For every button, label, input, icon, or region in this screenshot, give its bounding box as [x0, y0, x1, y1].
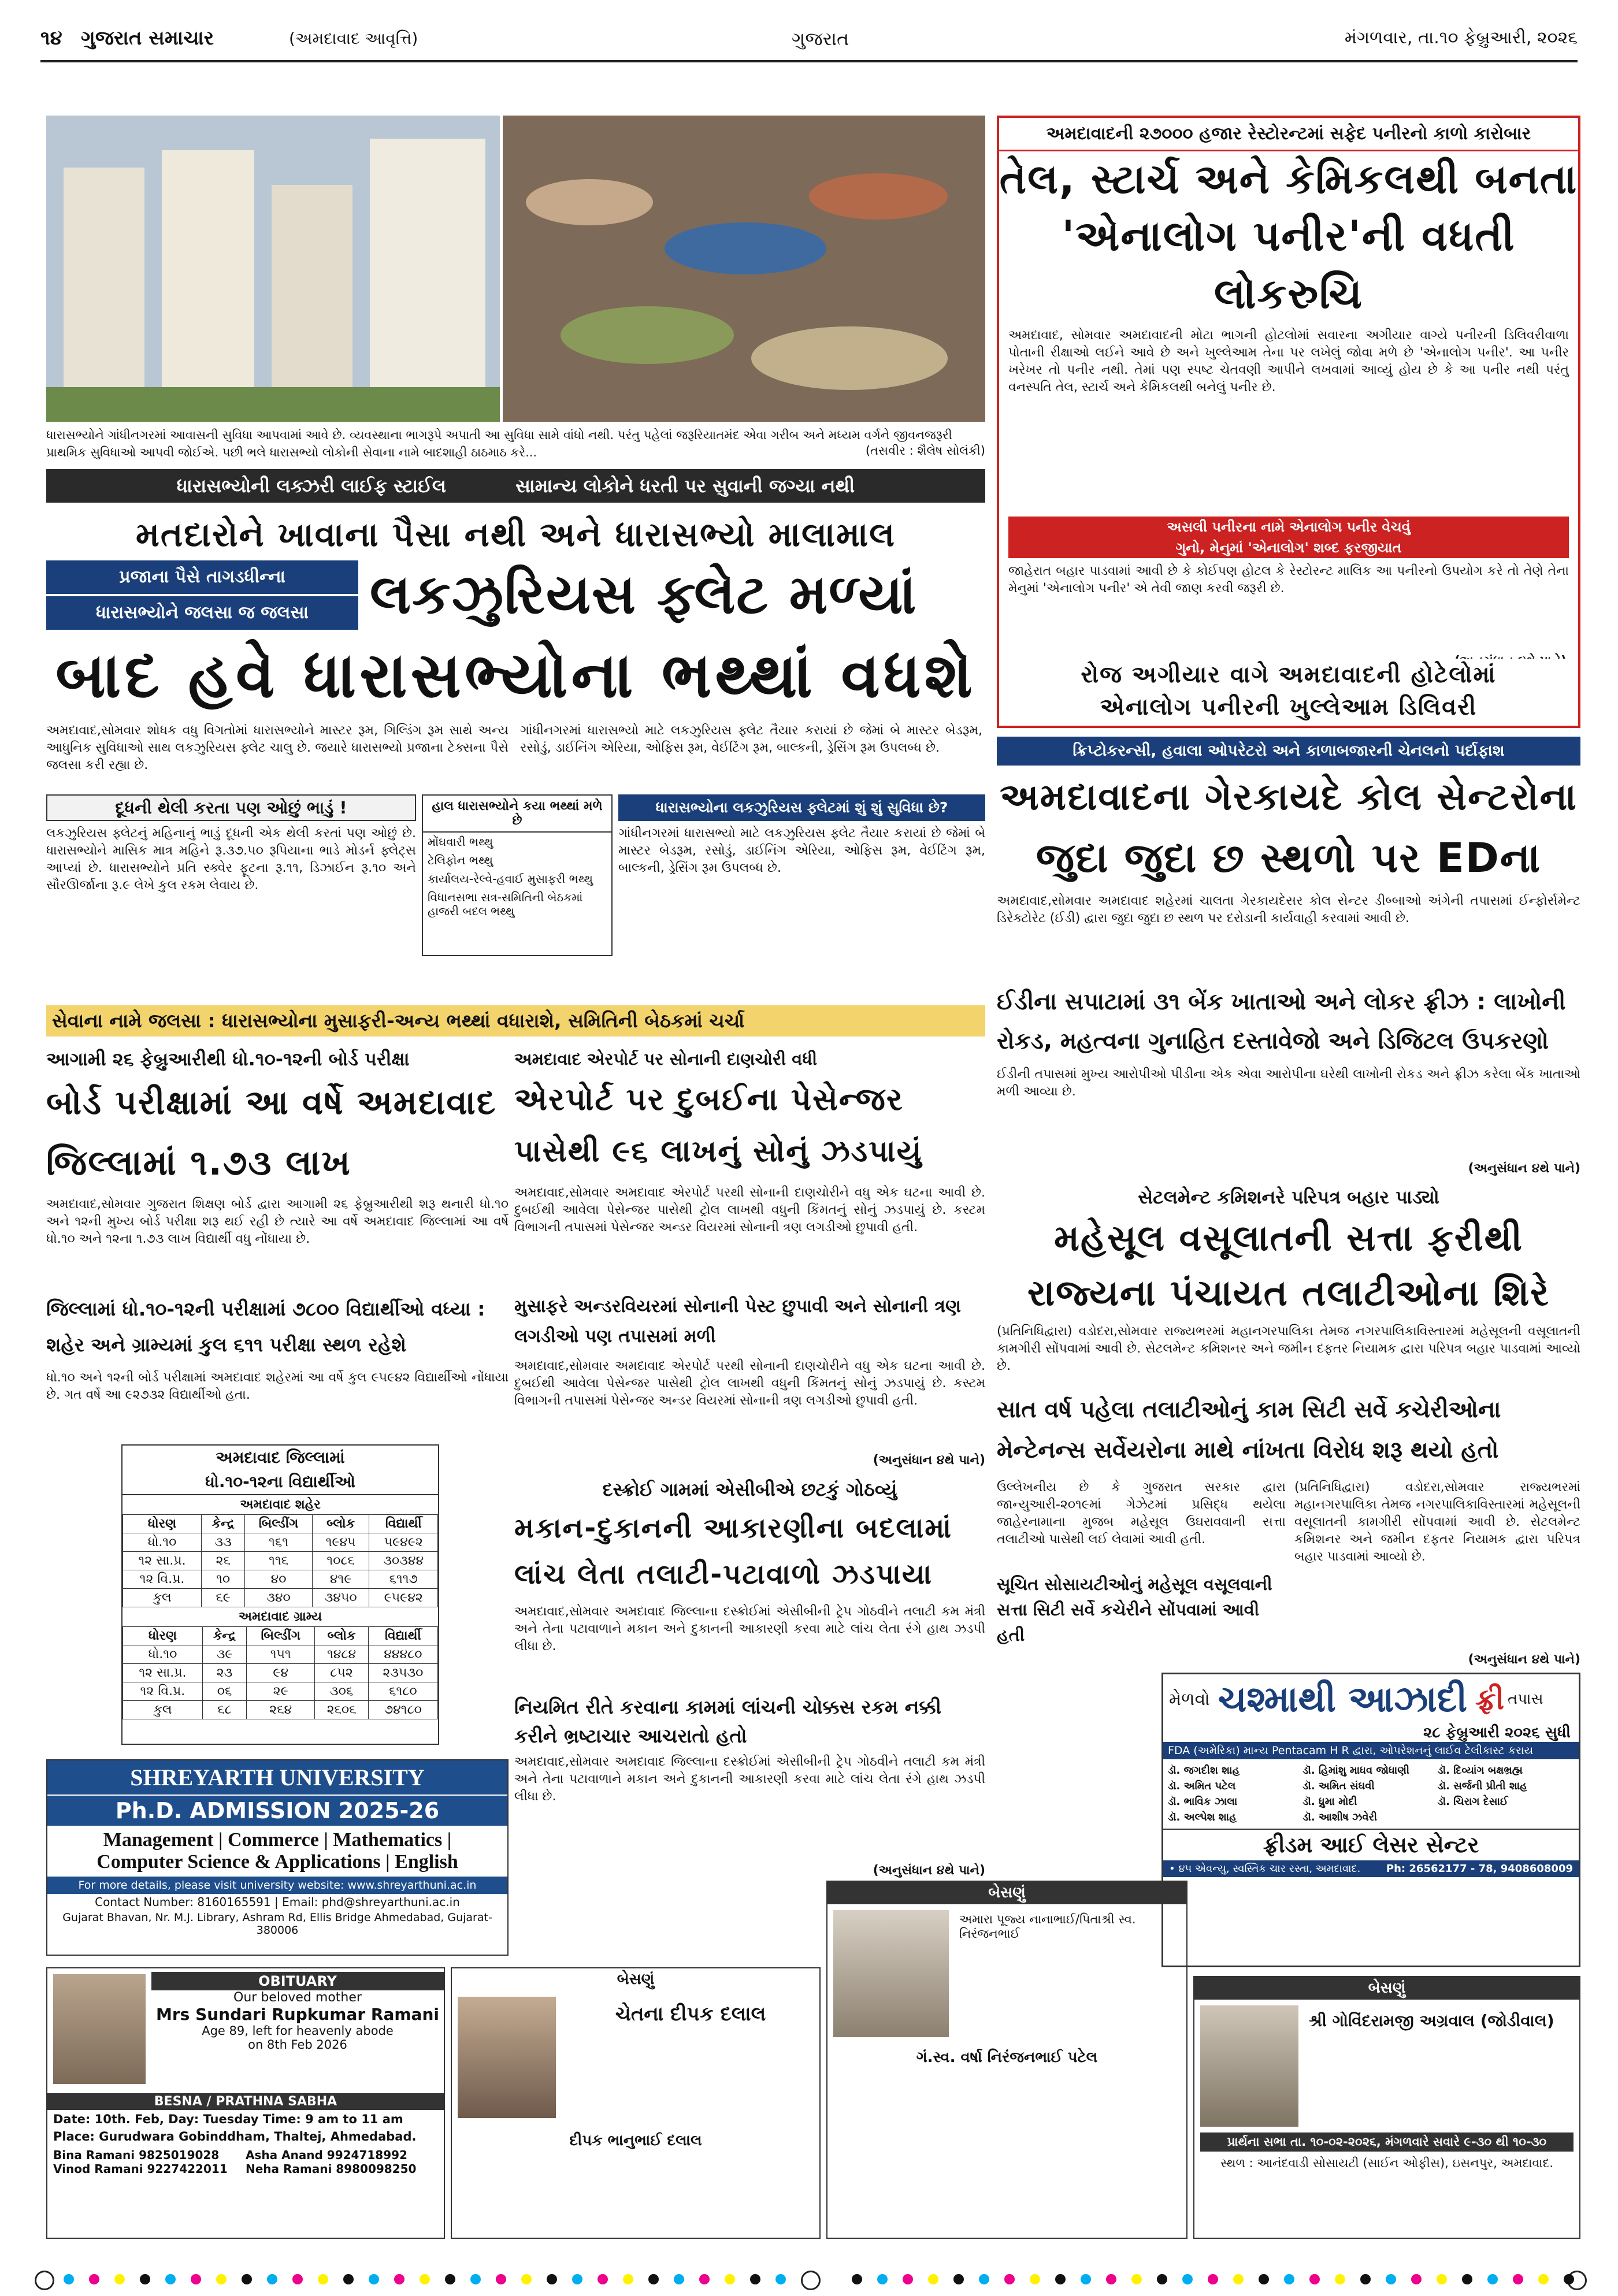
- issue-date: મંગળવાર, તા.૧૦ ફેબ્રુઆરી, ૨૦૨૬: [1344, 28, 1578, 48]
- table-header-cell: ધોરણ: [123, 1515, 202, 1533]
- color-dot: [369, 2274, 379, 2284]
- color-dot: [1309, 2274, 1320, 2284]
- eye-ad-check: તપાસ: [1508, 1690, 1543, 1708]
- color-dot: [267, 2274, 277, 2284]
- eye-ad-free: ફ્રી: [1475, 1682, 1505, 1716]
- color-dot: [318, 2274, 328, 2284]
- dascroi-headline-2: લાંચ લેતા તલાટી-પટાવાળો ઝડપાયા: [514, 1558, 933, 1591]
- color-dot: [750, 2274, 760, 2284]
- masthead-rule: [40, 60, 1578, 62]
- table-row: [123, 1682, 438, 1701]
- table-header-cell: બિલ્ડીંગ: [247, 1627, 315, 1645]
- registration-mark: [35, 2271, 54, 2290]
- lead-section-bar: સેવાના નામે જલસા : ધારાસભ્યોના મુસાફરી-અન્ય ભથ્થાં વધારાશે, સમિતિની બેઠકમાં ચર્ચા: [46, 1005, 985, 1036]
- color-dot: [521, 2274, 532, 2284]
- table-cell: ૧૨ વિ.પ્ર.: [123, 1570, 202, 1589]
- photo-people-sleeping: [503, 116, 985, 422]
- color-dot: [598, 2274, 608, 2284]
- table-cell: ૧૦: [202, 1570, 245, 1589]
- table-cell: ધો.૧૦: [123, 1533, 202, 1552]
- paneer-kicker: અમદાવાદની ૨૭૦૦૦ હજાર રેસ્ટોરન્ટમાં સફેદ પનીરનો કાળો કારોબાર: [999, 118, 1578, 151]
- table-cell: ૩૦૬: [315, 1682, 368, 1701]
- doctor-name: ડૉ. ચિરાગ દેસાઈ: [1437, 1796, 1508, 1808]
- table-cell: ૨૯: [247, 1682, 315, 1701]
- table-cell: ૯૫૯૪૨: [369, 1589, 438, 1607]
- bar-left-text: ધારાસભ્યોની લક્ઝરી લાઈફ સ્ટાઈલ: [176, 474, 447, 497]
- lead-body-2: લકઝુરિયસ ફ્લેટનું મહિનાનું ભાડું દૂધની એક થેલી કરતાં પણ ઓછું છે. ધારાસભ્યોને માસિક માત્ર મહિને રૂ.૩૭.૫૦ રૂપિયાના ભાડે મોડર્ન ફ્લેટ્સ આપ્યાં છે. ધારાસભ્યોને પ્રતિ સ્ક્વેર ફૂટના રૂ.૧૧, ડિઝાઈન રૂ.૧૦ અને સૌરઊર્જાના રૂ.૯ લેખે કુલ રકમ લેવાય છે.: [46, 826, 416, 893]
- lead-kicker: મતદારોને ખાવાના પૈસા નથી અને ધારાસભ્યો માલામાલ: [135, 515, 896, 554]
- board-body: અમદાવાદ,સોમવાર ગુજરાત શિક્ષણ બોર્ડ દ્વારા આગામી ૨૬ ફેબ્રુઆરીથી શરૂ થનારી ધો.૧૦ અને ૧૨ની મુખ્ય બોર્ડ પરીક્ષા શરૂ થઈ રહી છે ત્યારે આ વર્ષે અમદાવાદ જિલ્લામાં આ વર્ષે ધો.૧૦ અને ૧૨ના ૧.૭૩ લાખ વિદ્યાર્થી વધુ નોંધાયા છે.: [46, 1197, 509, 1246]
- board-kicker: આગામી ૨૬ ફેબ્રુઆરીથી ધો.૧૦-૧૨ની બોર્ડ પરીક્ષા: [46, 1048, 410, 1070]
- color-dot: [547, 2274, 557, 2284]
- color-dot: [1106, 2274, 1116, 2284]
- color-dot: [1335, 2274, 1345, 2284]
- besnu-1-photo: [458, 1997, 556, 2118]
- lead-headline-1: લકઝુરિયસ ફ્લેટ મળ્યાં: [370, 563, 918, 626]
- color-dot: [242, 2274, 252, 2284]
- table-cell: ૪૪૪૮૦: [368, 1645, 437, 1664]
- table-title-1: અમદાવાદ જિલ્લામાં: [216, 1448, 345, 1467]
- photo-caption: ધારાસભ્યોને ગાંધીનગરમાં આવાસની સુવિધા આપવામાં આવે છે. વ્યવસ્થાના ભાગરૂપે અપાતી આ સુવિધા સામે વાંધો નથી. પરંતુ પહેલાં જરૂરિયાતમંદ એવા ગરીબ અને મધ્યમ વર્ગને જીવનજરૂરી પ્રાથમિક સુવિધાઓ આપવી જોઈએ. પછી ભલે ધારાસભ્યો લોકોની સેવાના નામે બાદશાહી ઠાઠમાઠ કરે... (તસવીર : શૈલેષ સોલંકી): [46, 428, 985, 459]
- revenue-subhead: સાત વર્ષ પહેલા તલાટીઓનું કામ સિટી સર્વે કચેરીઓના મેન્ટેનન્સ સર્વેયરોના માથે નાંખતા વિરોધ શરૂ થયો હતો: [997, 1396, 1501, 1463]
- paneer-footer: રોજ અગીયાર વાગે અમદાવાદની હોટેલોમાં એનાલોગ પનીરની ખુલ્લેઆમ ડિલિવરી: [997, 659, 1580, 728]
- table-cell: કુલ: [123, 1589, 202, 1607]
- eye-ad-brand: ફ્રીડમ આઈ લેસર સેન્ટર: [1163, 1829, 1579, 1860]
- doctor-name: ડૉ. અલ્પેશ શાહ: [1168, 1811, 1237, 1823]
- eye-ad-phone: Ph: 26562177 - 78, 9408608009: [1386, 1863, 1573, 1875]
- obit-contact: Bina Ramani 9825019028: [53, 2148, 220, 2162]
- allowance-item: મોંઘવારી ભથ્થુ: [428, 835, 493, 849]
- eye-ad-date: ૨૮ ફેબ્રુઆરી ૨૦૨૬ સુધી: [1423, 1724, 1571, 1741]
- building-illustration: [46, 116, 500, 422]
- besnu-2-photo: [833, 1910, 949, 2037]
- obit-sabha: BESNA / PRATHNA SABHA: [47, 2093, 444, 2110]
- tag-1: પ્રજાના પૈસે તાગડધીન્ના: [46, 560, 358, 594]
- obit-date: on 8th Feb 2026: [248, 2038, 347, 2052]
- table-header-cell: બ્લોક: [315, 1627, 368, 1645]
- table-cell: ૫૯૪૯૨: [369, 1533, 438, 1552]
- airport-headline-1: એરપોર્ટ પર દુબઈના પેસેન્જર: [514, 1081, 904, 1117]
- color-dot: [1462, 2274, 1472, 2284]
- eye-ad-pre: મેળવો: [1169, 1689, 1210, 1710]
- color-dot: [1055, 2274, 1066, 2284]
- color-dot: [1131, 2274, 1142, 2284]
- revenue-kicker: સેટલમેન્ટ કમિશનરે પરિપત્ર બહાર પાડ્યો: [1138, 1186, 1439, 1208]
- doctor-grid: [1163, 1759, 1579, 1829]
- table-header-cell: ધોરણ: [123, 1627, 203, 1645]
- bar-right-text: સામાન્ય લોકોને ધરતી પર સુવાની જગ્યા નથી: [515, 474, 855, 497]
- table-cell: ૩૯: [202, 1645, 246, 1664]
- color-dot: [216, 2274, 227, 2284]
- color-dot: [1487, 2274, 1498, 2284]
- allowance-item: વિધાનસભા સત્ર-સમિતિની બેઠકમાં હાજરી બદલ ભથ્થુ: [428, 890, 583, 918]
- table-row: [123, 1589, 438, 1607]
- doctor-name: ડૉ. ધ્રુમા મોદી: [1302, 1796, 1357, 1808]
- table-row: [123, 1664, 438, 1682]
- paneer-headline-1: તેલ, સ્ટાર્ચ અને કેમિકલથી બનતા: [999, 155, 1578, 203]
- color-dot: [1081, 2274, 1091, 2284]
- color-dot: [64, 2274, 74, 2284]
- lead-body-1: અમદાવાદ,સોમવાર શોધક વધુ વિગતોમાં ધારાસભ્યોને માસ્ટર રૂમ, ગિલ્ડિંગ રૂમ સાથે અન્ય આધુનિક સુવિધાઓ સાથ લકઝુરિયસ ફ્લેટ ચાલુ છે. જયારે ધારાસભ્યો પ્રજાના ટેક્સના પૈસે જલસા કરી રહ્યા છે.: [46, 723, 509, 772]
- doctor-name: ડૉ. જગદીશ શાહ: [1168, 1764, 1240, 1777]
- university-name: SHREYARTH UNIVERSITY: [47, 1760, 507, 1795]
- color-dot: [852, 2274, 862, 2284]
- table-cell: ૬૧૧૭: [369, 1570, 438, 1589]
- table-header-row: [123, 1627, 438, 1645]
- ed-body-2: ઈડીની તપાસમાં મુખ્ય આરોપીઓ પીડીના એક એવા આરોપીના ઘરેથી લાખોની રોકડ અને ફ્રીઝ કરેલા બેંક ખાતાઓ મળી આવ્યા છે.: [997, 1067, 1580, 1099]
- obituary-1: [46, 1967, 445, 2239]
- revenue-body: (પ્રતિનિધિદ્વારા) વડોદરા,સોમવાર રાજ્યભરમાં મહાનગરપાલિકા તેમજ નગરપાલિકાવિસ્તારમાં મહેસૂલની વસૂલાતની કામગીરી સોંપવામાં આવી છે. સેટલમેન્ટ કમિશનર અને જમીન દફતર નિયામક દ્વારા પરિપત્ર બહાર પાડવામાં આવ્યો છે.: [997, 1324, 1580, 1373]
- table-row: [123, 1570, 438, 1589]
- airport-subhead: મુસાફરે અન્ડરવિયરમાં સોનાની પેસ્ટ છુપાવી અને સોનાની ત્રણ લગડીઓ પણ તપાસમાં મળી: [514, 1296, 962, 1347]
- dascroi-body: અમદાવાદ,સોમવાર અમદાવાદ જિલ્લાના દસ્ક્રોઈમાં એસીબીની ટ્રેપ ગોઠવીને તલાટી કમ મંત્રી અને તેના પટાવાળાને મકાન અને દુકાનની આકારણી કરવા માટે લાંચ લેતા રંગે હાથ ઝડપી લીધા છે.: [514, 1604, 985, 1654]
- paneer-story: [997, 116, 1580, 705]
- revenue-body-3: (પ્રતિનિધિદ્વારા) વડોદરા,સોમવાર રાજ્યભરમાં મહાનગરપાલિકા તેમજ નગરપાલિકાવિસ્તારમાં મહેસૂલની વસૂલાતની કામગીરી સોંપવામાં આવી છે. સેટલમેન્ટ કમિશનર અને જમીન દફતર નિયામક દ્વારા પરિપત્ર બહાર પાડવામાં આવ્યો છે.: [1294, 1480, 1580, 1564]
- table-cell: ૧૫૧: [247, 1645, 315, 1664]
- table-cell: ૧૯૪૫: [312, 1533, 369, 1552]
- table-cell: ૧૨ વિ.પ્ર.: [123, 1682, 203, 1701]
- color-dot: [191, 2274, 201, 2284]
- table-cell: ૩૦૩૪૪: [369, 1552, 438, 1570]
- color-dot: [1564, 2274, 1574, 2284]
- color-dot: [1360, 2274, 1371, 2284]
- paneer-body-2: જાહેરાત બહાર પાડવામાં આવી છે કે કોઈપણ હોટલ કે રેસ્ટોરન્ટ માલિક આ પનીરનો ઉપયોગ કરે તો તેણે તેના મેનુમાં 'એનાલોગ પનીર' એ તેવી જાણ કરવી જરૂરી છે.: [1008, 564, 1573, 596]
- color-dot: [979, 2274, 989, 2284]
- table-cell: ૩૪૫૦: [312, 1589, 369, 1607]
- color-dot: [725, 2274, 735, 2284]
- airport-kicker: અમદાવાદ એરપોર્ટ પર સોનાની દાણચોરી વધી: [514, 1049, 818, 1069]
- dascroi-headline-1: મકાન-દુકાનની આકારણીના બદલામાં: [514, 1512, 953, 1544]
- besnu-3: [1193, 1976, 1580, 2239]
- university-address: Gujarat Bhavan, Nr. M.J. Library, Ashram Rd, Ellis Bridge Ahmedabad, Gujarat-380006: [62, 1911, 492, 1937]
- obit-contact: Vinod Ramani 9227422011: [53, 2162, 228, 2176]
- lead-body-3: ગાંધીનગરમાં ધારાસભ્યો માટે લકઝુરિયસ ફ્લેટ તૈયાર કરાયાં છે જેમાં બે માસ્ટર બેડરૂમ, રસોડું, ડાઈનિંગ એરિયા, ઓફિસ રૂમ, વેઈટિંગ રૂમ, બાલ્કની, ડ્રેસિંગ રૂમ ઉપલબ્ધ છે.: [618, 826, 985, 875]
- color-dot: [1437, 2274, 1447, 2284]
- board-headline-1: બોર્ડ પરીક્ષામાં આ વર્ષે અમદાવાદ: [46, 1083, 497, 1122]
- table-cell: ૦૬: [202, 1682, 246, 1701]
- besnu-3-name: શ્રી ગોવિંદરામજી અગ્રવાલ (જોડીવાલ): [1309, 2011, 1554, 2030]
- color-dot: [699, 2274, 710, 2284]
- table-cell: ૧૦૮૬: [312, 1552, 369, 1570]
- table-cell: ૧૨ સા.પ્ર.: [123, 1552, 202, 1570]
- ed-kicker: ક્રિપ્ટોકરન્સી, હવાલા ઓપરેટરો અને કાળાબજારની ચેનલનો પર્દાફાશ: [997, 737, 1580, 766]
- color-dot: [1157, 2274, 1167, 2284]
- table-row: [123, 1552, 438, 1570]
- airport-continued: (અનુસંધાન ૪થે પાને): [873, 1453, 985, 1467]
- table-cell: ૨૬: [202, 1552, 245, 1570]
- color-dot: [1004, 2274, 1015, 2284]
- ed-body: અમદાવાદ,સોમવાર અમદાવાદ શહેરમાં ચાલતા ગેરકાયદેસર કોલ સેન્ટર ડીબ્બાઓ અંગેની તપાસમાં ઈન્ફોર્સમેન્ટ ડિરેક્ટોરેટ (ઈડી) દ્વારા જુદા જુદા છ સ્થળ પર દરોડાની કાર્યવાહી કરવામાં આવી છે.: [997, 894, 1580, 926]
- color-dot: [470, 2274, 481, 2284]
- color-dot: [953, 2274, 964, 2284]
- eye-ad-title: ચશ્માથી આઝાદી: [1218, 1678, 1468, 1720]
- besnu-3-prayer: પ્રાર્થના સભા તા. ૧૦-૦૨-૨૦૨૬, મંગળવારે સવારે ૯-૩૦ થી ૧૦-૩૦: [1200, 2132, 1574, 2152]
- subjects-line-1: Management | Commerce | Mathematics |: [103, 1829, 452, 1851]
- university-website[interactable]: For more details, please visit university website: www.shreyarthuni.ac.in: [47, 1877, 507, 1894]
- eye-ad: [1161, 1673, 1580, 1967]
- airport-body: અમદાવાદ,સોમવાર અમદાવાદ એરપોર્ટ પરથી સોનાની દાણચોરીને વધુ એક ઘટના આવી છે. દુબઈથી આવેલા પેસેન્જર પાસેથી ટ્રોલ લાખથી વધુની કિંમતનું સોનું ઝડપાયું છે. કસ્ટમ વિભાગની તપાસમાં પેસેન્જર અન્ડર વિયરમાં સોનાની ત્રણ લગડીઓ છુપાવી હતી.: [514, 1186, 985, 1235]
- revenue-callout: સૂચિત સોસાયટીઓનું મહેસૂલ વસૂલવાની સત્તા સિટી સર્વે કચેરીને સોંપવામાં આવી હતી: [997, 1574, 1272, 1645]
- lead-tags: [46, 560, 358, 630]
- doctor-name: ડૉ. હિમાંશુ માધવ જોધાણી: [1302, 1764, 1410, 1777]
- ed-headline-2: જુદા જુદા છ સ્થળો પર EDના: [1036, 834, 1542, 882]
- dascroi-body-2: અમદાવાદ,સોમવાર અમદાવાદ જિલ્લાના દસ્ક્રોઈમાં એસીબીની ટ્રેપ ગોઠવીને તલાટી કમ મંત્રી અને તેના પટાવાળાને મકાન અને દુકાનની આકારણી કરવા માટે લાંચ લેતા રંગે હાથ ઝડપી લીધા છે.: [514, 1755, 985, 1804]
- besnu-3-head: બેસણું: [1194, 1977, 1579, 2000]
- table-title-2: ધો.૧૦-૧૨ના વિદ્યાર્થીઓ: [123, 1470, 438, 1495]
- allowance-item: કાર્યાલય-રેલ્વે-હવાઈ મુસાફરી ભથ્થુ: [428, 872, 593, 886]
- lead-body-1b: ગાંધીનગરમાં ધારાસભ્યો માટે લકઝુરિયસ ફ્લેટ તૈયાર કરાયાં છે જેમાં બે માસ્ટર બેડરૂમ, રસોડું, ડાઈનિંગ એરિયા, ઓફિસ રૂમ, વેઈટિંગ રૂમ, બાલ્કની, ડ્રેસિંગ રૂમ ઉપલબ્ધ છે.: [520, 723, 982, 755]
- color-dot: [1233, 2274, 1244, 2284]
- doctor-name: ડૉ. આશીષ ઝવેરી: [1302, 1811, 1378, 1823]
- color-dot: [648, 2274, 659, 2284]
- table-row: [123, 1701, 438, 1719]
- table-header-cell: કેન્દ્ર: [202, 1627, 246, 1645]
- table-cell: ધો.૧૦: [123, 1645, 203, 1664]
- obit-line: Our beloved mother: [233, 1990, 362, 2005]
- color-dot: [1513, 2274, 1523, 2284]
- section-name: ગુજરાત: [792, 28, 849, 50]
- paper-name: ગુજરાત સમાચાર: [81, 27, 214, 50]
- table-header-cell: કેન્દ્ર: [202, 1515, 245, 1533]
- color-dot: [165, 2274, 176, 2284]
- color-dot: [292, 2274, 303, 2284]
- allowance-item: ટેલિફોન ભથ્થુ: [428, 853, 493, 867]
- lead-subhead-2: ધારાસભ્યોના લકઝુરિયસ ફ્લેટમાં શું શું સુવિધા છે?: [618, 794, 985, 821]
- rural-label: અમદાવાદ ગ્રામ્ય: [238, 1610, 322, 1624]
- table-cell: ૮૫૨: [315, 1664, 368, 1682]
- city-label: અમદાવાદ શહેર: [240, 1498, 321, 1512]
- dascroi-continued: (અનુસંધાન ૪થે પાને): [873, 1863, 985, 1878]
- besnu-1-name: ચેતના દીપક દલાલ: [615, 2003, 766, 2026]
- color-dot: [1386, 2274, 1396, 2284]
- color-dot: [903, 2274, 913, 2284]
- table-row: [123, 1645, 438, 1664]
- color-dot: [89, 2274, 99, 2284]
- doctor-name: ડૉ. અમિત સંઘવી: [1302, 1780, 1375, 1792]
- color-dot: [775, 2274, 786, 2284]
- table-cell: ૪૧૯: [312, 1570, 369, 1589]
- table-cell: ૧૧૬: [245, 1552, 313, 1570]
- board-body-2: ધો.૧૦ અને ૧૨ની બોર્ડ પરીક્ષામાં અમદાવાદ શહેરમાં આ વર્ષે કુલ ૯૫૯૪૨ વિદ્યાર્થીઓ નોંધાયા છે. ગત વર્ષે આ ૯૨૭૩૨ વિદ્યાર્થીઓ હતા.: [46, 1370, 509, 1402]
- color-dot: [1030, 2274, 1040, 2284]
- color-dot: [1538, 2274, 1549, 2284]
- table-cell: ૧૪૮૪: [315, 1645, 368, 1664]
- table-cell: ૬૯: [202, 1589, 245, 1607]
- color-dot: [114, 2274, 125, 2284]
- besnu-2-head: બેસણું: [827, 1882, 1186, 1904]
- ed-subhead: ઈડીના સપાટામાં ૩૧ બેંક ખાતાઓ અને લોકર ફ્રીઝ : લાખોની રોકડ, મહત્વના ગુનાહિત દસ્તાવેજો અને ડિજિટલ ઉપકરણો: [997, 989, 1566, 1054]
- table-cell: કુલ: [123, 1701, 203, 1719]
- rural-table: [123, 1626, 438, 1719]
- page-number: ૧૪: [40, 27, 62, 50]
- obit-when: Date: 10th. Feb, Day: Tuesday Time: 9 am to 11 am: [53, 2112, 403, 2126]
- color-dot: [877, 2274, 888, 2284]
- table-cell: ૬૮: [202, 1701, 246, 1719]
- color-dot: [674, 2274, 684, 2284]
- lead-headline-2: બાદ હવે ધારાસભ્યોના ભથ્થાં વધશે: [55, 640, 976, 712]
- besnu-2-detail: અમારા પૂજ્ય નાનાભાઈ/પિતાશ્રી સ્વ. નિરંજનભાઈ: [959, 1912, 1136, 1941]
- university-contact: Contact Number: 8160165591 | Email: phd@shreyarthuni.ac.in: [95, 1895, 460, 1909]
- obit-head: OBITUARY: [151, 1972, 444, 1990]
- table-header-row: [123, 1515, 438, 1533]
- board-table-box: [121, 1444, 439, 1745]
- doctor-name: ડૉ. સર્જની પ્રીતી શાહ: [1437, 1780, 1527, 1792]
- besnu-3-photo: [1200, 2005, 1298, 2127]
- table-header-cell: બિલ્ડીંગ: [245, 1515, 313, 1533]
- besnu-1-family: દીપક ભાનુભાઈ દલાલ: [569, 2132, 702, 2149]
- paneer-headline-2: 'એનાલોગ પનીર'ની વધતી લોકરુચિ: [1062, 211, 1516, 318]
- registration-mark: [801, 2271, 821, 2290]
- table-cell: ૬૧૮૦: [368, 1682, 437, 1701]
- dascroi-subhead: નિયમિત રીતે કરવાના કામમાં લાંચની ચોક્કસ રકમ નક્કી કરીને ભ્રષ્ટાચાર આચરાતો હતો: [514, 1696, 941, 1747]
- shreyarth-ad: [46, 1759, 509, 1956]
- allowance-box: [422, 794, 613, 956]
- tag-2: ધારાસભ્યોને જલસા જ જલસા: [46, 596, 358, 630]
- color-dot: [394, 2274, 404, 2284]
- table-row: [123, 1533, 438, 1552]
- table-cell: ૩૩: [202, 1533, 245, 1552]
- color-dot: [1411, 2274, 1422, 2284]
- dascroi-kicker: દસ્ક્રોઈ ગામમાં એસીબીએ છટકું ગોઠવ્યું: [602, 1478, 897, 1500]
- ed-headline-1: અમદાવાદના ગેરકાયદે કોલ સેન્ટરોના: [1000, 776, 1578, 819]
- besnu-2: [826, 1881, 1187, 2239]
- photo-flats: [46, 116, 500, 422]
- revenue-body-2: ઉલ્લેખનીય છે કે ગુજરાત સરકાર દ્વારા જાન્યુઆરી-૨૦૧૯માં ગેઝેટમાં પ્રસિદ્ધ થયેલા જાહેરનામાના મુજબ મહેસૂલ ઉઘરાવવાની સત્તા તલાટીઓ પાસેથી લઈ લેવામાં આવી હતી.: [997, 1480, 1286, 1547]
- revenue-headline-1: મહેસૂલ વસૂલાતની સત્તા ફરીથી: [1054, 1217, 1523, 1259]
- doctor-name: ડૉ. ભાવિક ઝાલા: [1168, 1796, 1238, 1808]
- obit-age: Age 89, left for heavenly abode: [202, 2024, 394, 2038]
- table-cell: ૭૪૧૮૦: [368, 1701, 437, 1719]
- crowd-illustration: [503, 116, 985, 422]
- besnu-1: [451, 1967, 821, 2239]
- color-dot: [1208, 2274, 1218, 2284]
- table-cell: ૨૬૪: [247, 1701, 315, 1719]
- lead-bar: [46, 469, 985, 503]
- table-header-cell: વિદ્યાર્થી: [368, 1627, 437, 1645]
- paneer-inset-top: અસલી પનીરના નામે એનાલોગ પનીર વેચવું: [1008, 517, 1569, 537]
- color-dot: [445, 2274, 455, 2284]
- color-dot: [140, 2274, 150, 2284]
- revenue-continued: (અનુસંધાન ૪થે પાને): [1468, 1652, 1580, 1667]
- paneer-inset: ગુનો, મેનુમાં 'એનાલોગ' શબ્દ ફરજીયાત: [1008, 537, 1569, 558]
- admission-title: Ph.D. ADMISSION 2025-26: [47, 1795, 507, 1826]
- color-dot: [1182, 2274, 1193, 2284]
- airport-headline-2: પાસેથી ૯૬ લાખનું સોનું ઝડપાયું: [514, 1134, 923, 1169]
- color-dot: [572, 2274, 582, 2284]
- obit-contact: Neha Ramani 8980098250: [246, 2162, 417, 2176]
- color-dot: [420, 2274, 430, 2284]
- table-cell: ૨૩૫૩૦: [368, 1664, 437, 1682]
- table-cell: ૩૪૦: [245, 1589, 313, 1607]
- table-cell: ૯૪: [247, 1664, 315, 1682]
- table-cell: ૨૬૦૬: [315, 1701, 368, 1719]
- table-cell: ૨૩: [202, 1664, 246, 1682]
- lead-subhead-1: દૂધની થેલી કરતા પણ ઓછું ભાડું !: [46, 794, 416, 821]
- board-headline-2: જિલ્લામાં ૧.૭૩ લાખ: [46, 1143, 351, 1183]
- table-header-cell: બ્લોક: [312, 1515, 369, 1533]
- masthead: [40, 23, 1578, 58]
- color-dot: [343, 2274, 354, 2284]
- color-dot: [623, 2274, 633, 2284]
- color-dot: [928, 2274, 938, 2284]
- besnu-2-name: ગં.સ્વ. વર્ષા નિરંજનભાઈ પટેલ: [916, 2049, 1098, 2066]
- revenue-headline-2: રાજ્યના પંચાયત તલાટીઓના શિરે: [1027, 1272, 1550, 1314]
- obituary-photo: [53, 1974, 146, 2084]
- airport-body-2: અમદાવાદ,સોમવાર અમદાવાદ એરપોર્ટ પરથી સોનાની દાણચોરીને વધુ એક ઘટના આવી છે. દુબઈથી આવેલા પેસેન્જર પાસેથી ટ્રોલ લાખથી વધુની કિંમતનું સોનું ઝડપાયું છે. કસ્ટમ વિભાગની તપાસમાં પેસેન્જર અન્ડર વિયરમાં સોનાની ત્રણ લગડીઓ છુપાવી હતી.: [514, 1359, 985, 1408]
- table-cell: ૪૦: [245, 1570, 313, 1589]
- city-table: [123, 1514, 438, 1607]
- obit-place: Place: Gurudwara Gobinddham, Thaltej, Ahmedabad.: [53, 2130, 417, 2143]
- table-cell: ૧૨ સા.પ્ર.: [123, 1664, 203, 1682]
- doctor-name: ડૉ. અમિત પટેલ: [1168, 1780, 1236, 1792]
- obit-contact: Asha Anand 9924718992: [246, 2148, 407, 2162]
- color-dot: [1284, 2274, 1294, 2284]
- ed-continued: (અનુસંધાન ૪થે પાને): [1468, 1161, 1580, 1176]
- besnu-1-head: બેસણું: [617, 1971, 655, 1988]
- photo-credit: (તસવીર : શૈલેષ સોલંકી): [865, 444, 985, 458]
- board-subhead: જિલ્લામાં ધો.૧૦-૧૨ની પરીક્ષામાં ૭૮૦૦ વિદ્યાર્થીઓ વધ્યા : શહેર અને ગ્રામ્યમાં કુલ ૬૧૧ પરીક્ષા સ્થળ રહેશે: [46, 1298, 485, 1356]
- edition: (અમદાવાદ આવૃત્તિ): [289, 29, 418, 48]
- doctor-name: ડૉ. દિવ્યાંગ બક્ષભ્રહ્મ: [1437, 1764, 1523, 1777]
- paneer-body: અમદાવાદ, સોમવાર અમદાવાદની મોટા ભાગની હોટલોમાં સવારના અગીયાર વાગ્યે પનીરની ડિલિવરીવાળા પોતાની રીક્ષાઓ લઈને આવે છે અને ખુલ્લેઆમ તેના પર લખેલું જોવા મળે છે 'એનાલોગ પનીર'. આ પનીર ખરેખર તો પનીર નથી. તેમાં પણ સ્પષ્ટ ચેતવણી આપીને લખવામાં આવ્યું હોય છે કે આ પનીર નથી પરંતુ વનસ્પતિ તેલ, સ્ટાર્ચ અને કેમિકલથી બનેલું પનીર છે.: [1008, 328, 1573, 395]
- color-dot: [1259, 2274, 1269, 2284]
- table-header-cell: વિદ્યાર્થી: [369, 1515, 438, 1533]
- subjects-line-2: Computer Science & Applications | English: [97, 1851, 458, 1873]
- besnu-3-place: સ્થળ : આનંદવાડી સોસાયટી (સાઈન ઓફીસ), ઇસનપુર, અમદાવાદ.: [1220, 2156, 1553, 2170]
- allowance-box-title: હાલ ધારાસભ્યોને કયા ભથ્થાં મળે છે: [423, 796, 611, 833]
- obit-name: Mrs Sundari Rupkumar Ramani: [156, 2005, 439, 2024]
- table-cell: ૧૬૧: [245, 1533, 313, 1552]
- eye-ad-tagline: FDA (અમેરિકા) માન્ય Pentacam H R દ્વારા, ઓપરેશનનું લાઈવ ટેલીકાસ્ટ કરાય: [1163, 1742, 1579, 1759]
- eye-ad-address: • ૪૫ એવન્યુ, સ્વસ્તિક ચાર રસ્તા, અમદાવાદ.: [1169, 1863, 1361, 1875]
- color-dot: [496, 2274, 506, 2284]
